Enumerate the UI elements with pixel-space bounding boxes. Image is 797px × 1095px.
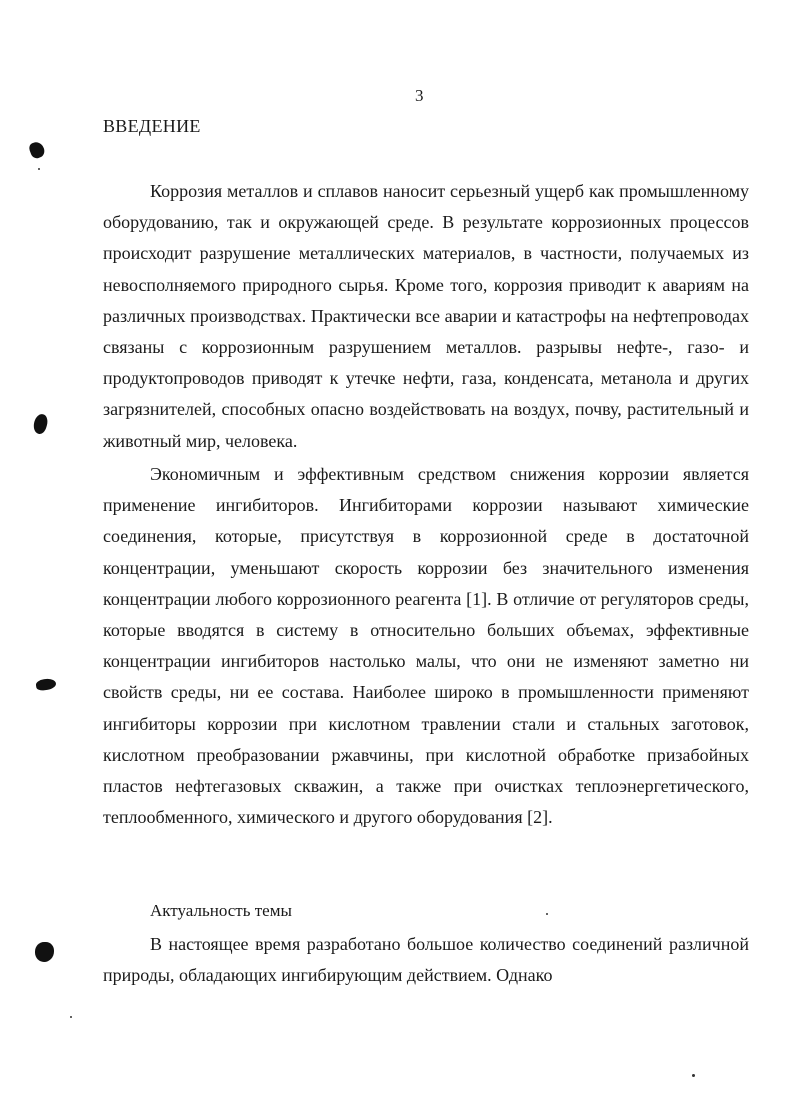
ink-blot-mark (35, 678, 56, 692)
paragraph-corrosion-damage: Коррозия металлов и сплавов наносит серьезный ущерб как промышленному оборудованию, так и окружающей среде. В результате коррозионных процессов происходит разрушение металлических материалов, в частности, получаемых из невосполняемого природного сырья. Кроме того, коррозия приводит к авариям на различных производствах. Практически все аварии и катастрофы на нефтепроводах связаны с коррозионным разрушением металлов. разрывы нефте-, газо- и продуктопроводов приводят к утечке нефти, газа, конденсата, метанола и других загрязнителей, способных опасно воздействовать на воздух, почву, растительный и животный мир, человека. (103, 181, 749, 451)
paragraph-relevance: В настоящее время разработано большое количество соединений различной природы, обладающих ингибирующим действием. Однако (103, 934, 749, 986)
scan-speck-mark (546, 913, 548, 915)
scan-speck-mark (70, 1016, 72, 1018)
paragraph-inhibitors: Экономичным и эффективным средством снижения коррозии является применение ингибиторов. Ингибиторами коррозии называют химические соединения, которые, присутствуя в коррозионной среде в достаточной концентрации, уменьшают скорость коррозии без значительного изменения концентрации любого коррозионного реагента [1]. В отличие от регуляторов среды, которые вводятся в систему в относительно больших объемах, эффективные концентрации ингибиторов настолько малы, что они не изменяют заметно ни свойств среды, ни ее состава. Наиболее широко в промышленности применяют ингибиторы коррозии при кислотном травлении стали и стальных заготовок, кислотном преобразовании ржавчины, при кислотной обработке призабойных пластов нефтегазовых скважин, а также при очистках теплоэнергетического, теплообменного, химического и другого оборудования [2]. (103, 464, 749, 828)
scan-speck-mark (692, 1074, 695, 1077)
ink-blot-mark (32, 413, 50, 436)
subheading-relevance: Актуальность темы (150, 901, 292, 920)
scan-speck-mark (38, 168, 40, 170)
ink-blot-mark (35, 942, 54, 962)
section-title: ВВЕДЕНИЕ (103, 116, 201, 136)
page-number: 3 (415, 86, 424, 105)
ink-blot-mark (28, 140, 47, 160)
